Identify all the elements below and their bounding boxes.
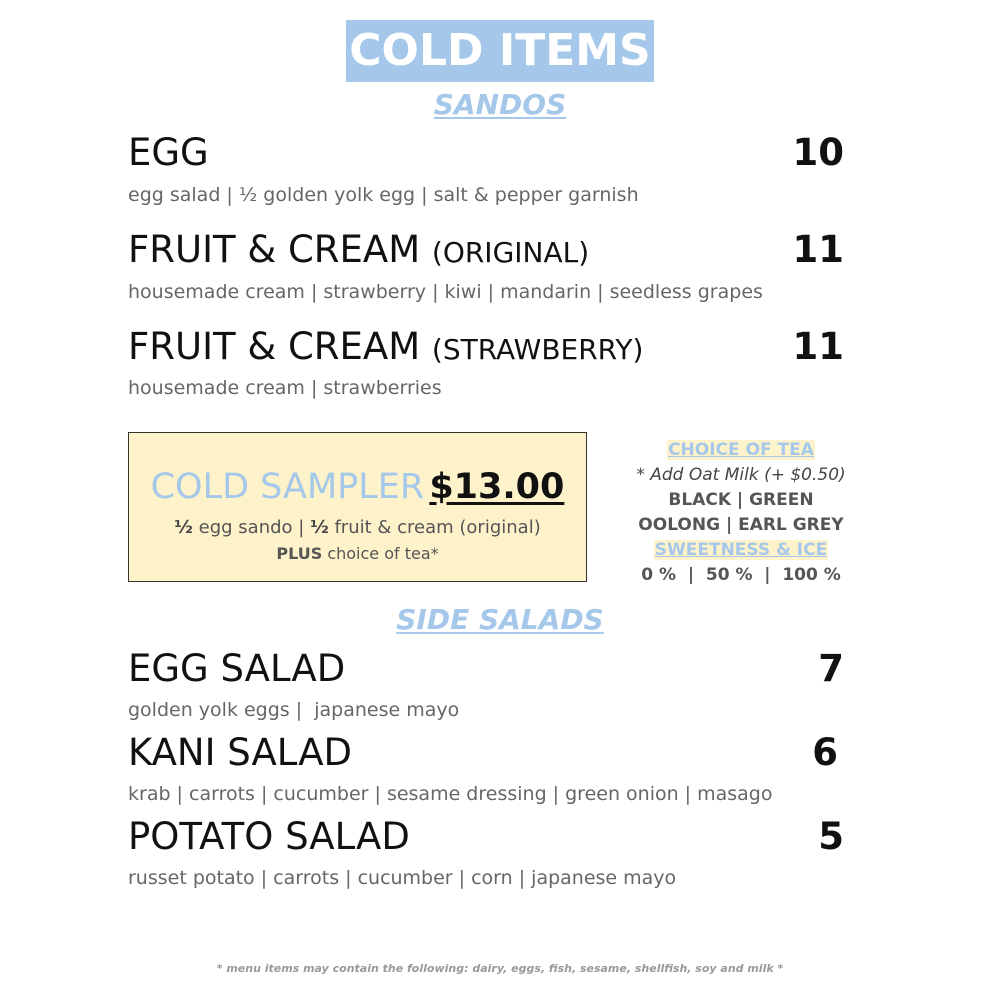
- sampler-half-2: ½: [310, 517, 329, 538]
- sampler-plus: PLUS: [276, 544, 323, 563]
- sampler-plus-rest: choice of tea*: [327, 544, 439, 563]
- sando-fruit-strawberry-price: 11: [792, 325, 844, 368]
- salad-egg-desc: golden yolk eggs | japanese mayo: [128, 699, 460, 721]
- salad-potato-name: POTATO SALAD: [128, 815, 410, 858]
- title-wrapper: [0, 20, 1000, 82]
- sando-egg-desc: egg salad | ½ golden yolk egg | salt & pepper garnish: [128, 184, 639, 206]
- allergen-footer: * menu items may contain the following: dairy, eggs, fish, sesame, shellfish, soy and milk *: [216, 962, 784, 975]
- tea-heading: CHOICE OF TEA: [668, 440, 814, 460]
- sando-egg-name: [128, 131, 209, 174]
- salad-kani-name: KANI SALAD: [128, 731, 353, 774]
- tea-options-2: OOLONG | EARL GREY: [638, 515, 844, 535]
- sampler-desc-2: fruit & cream (original): [334, 517, 541, 538]
- sando-egg-price: 10: [792, 131, 844, 174]
- sandos-heading: SANDOS: [433, 88, 567, 121]
- oat-milk-note: * Add Oat Milk (+ $0.50): [636, 465, 846, 485]
- sando-fruit-original-price: 11: [792, 228, 844, 271]
- sando-fruit-original-name: [128, 228, 589, 271]
- tea-options: [630, 438, 852, 588]
- sampler-plus-line: [129, 544, 586, 563]
- sando-fruit-original-desc: housemade cream | strawberry | kiwi | mandarin | seedless grapes: [128, 281, 763, 303]
- salad-egg-name: EGG SALAD: [128, 647, 346, 690]
- sando-fruit-strawberry-name: [128, 325, 643, 368]
- sampler-desc-1: egg sando |: [198, 517, 305, 538]
- sampler-title: COLD SAMPLER: [150, 467, 425, 507]
- cold-sampler-box: [128, 432, 587, 582]
- sando-fruit-original-variant: (ORIGINAL): [431, 236, 590, 269]
- side-salads-heading: SIDE SALADS: [396, 603, 604, 636]
- salad-kani-desc: krab | carrots | cucumber | sesame dressing | green onion | masago: [128, 783, 773, 805]
- sampler-half-1: ½: [174, 517, 193, 538]
- salad-kani-price: 6: [812, 731, 838, 774]
- sando-fruit-original-name-text: FRUIT & CREAM: [128, 228, 421, 271]
- page-title: COLD ITEMS: [346, 20, 654, 82]
- sando-fruit-strawberry-desc: housemade cream | strawberries: [128, 377, 442, 399]
- sampler-desc: [129, 517, 586, 538]
- sweetness-heading: SWEETNESS & ICE: [654, 540, 828, 560]
- salad-egg-price: 7: [818, 647, 844, 690]
- sampler-header: [129, 467, 586, 507]
- sampler-price: $13.00: [429, 467, 565, 507]
- sweetness-levels: 0 % | 50 % | 100 %: [641, 565, 841, 585]
- sando-egg-name-text: EGG: [128, 131, 209, 174]
- sando-fruit-strawberry-name-text: FRUIT & CREAM: [128, 325, 421, 368]
- salad-potato-desc: russet potato | carrots | cucumber | corn | japanese mayo: [128, 867, 677, 889]
- tea-options-1: BLACK | GREEN: [668, 490, 814, 510]
- salad-potato-price: 5: [818, 815, 844, 858]
- sando-fruit-strawberry-variant: (STRAWBERRY): [431, 333, 644, 366]
